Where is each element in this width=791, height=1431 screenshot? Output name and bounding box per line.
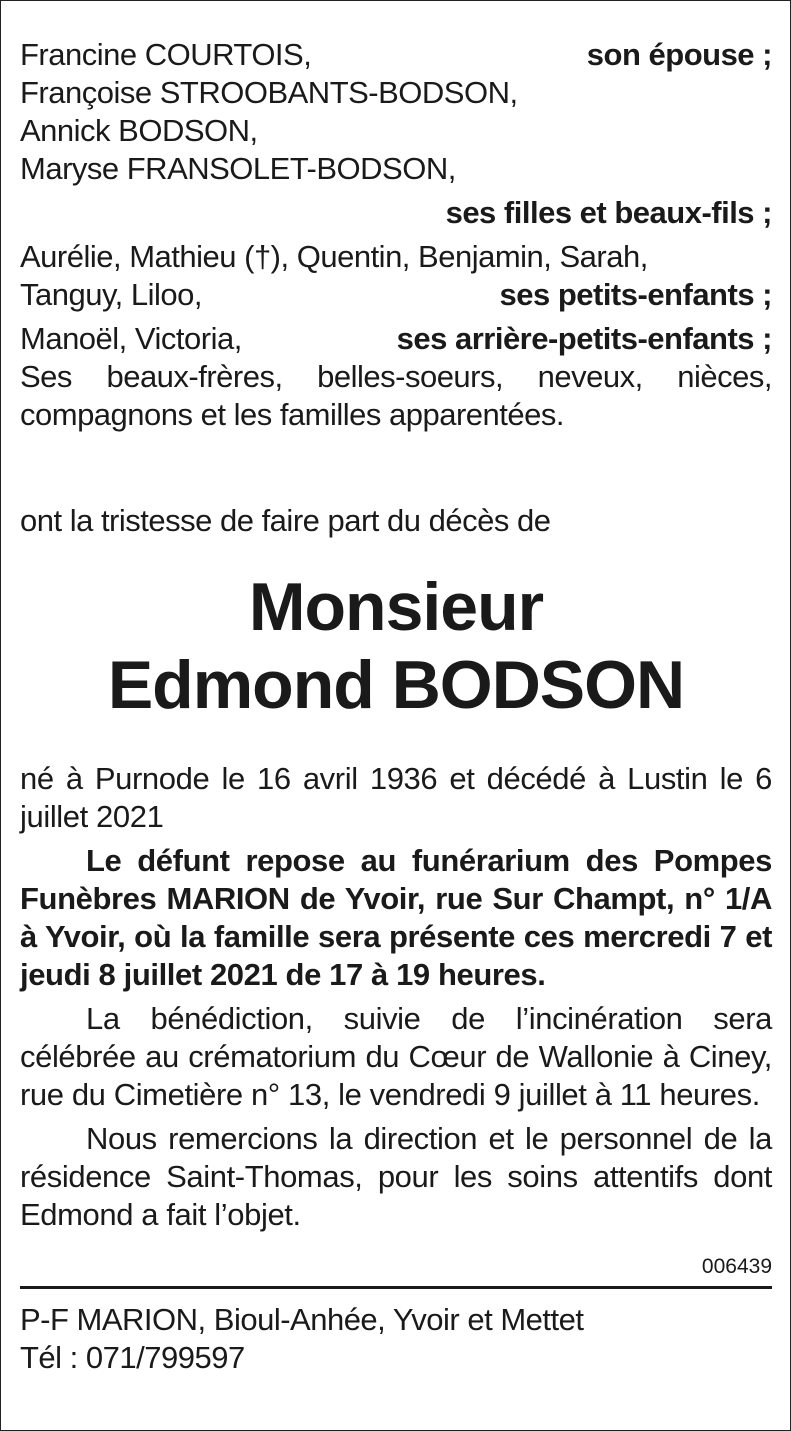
reference-number: 006439 bbox=[701, 1255, 772, 1278]
thanks-text: Nous remercions la direction et le personnel de la résidence Saint-Thomas, pour les soins attentifs dont Edmond a fait l’objet. bbox=[20, 1121, 772, 1232]
daughters-role: ses filles et beaux-fils ; bbox=[445, 195, 772, 230]
grandchildren-line-1: Aurélie, Mathieu (†), Quentin, Benjamin, Sarah, bbox=[20, 239, 648, 274]
daughter-2: Annick BODSON, bbox=[20, 113, 258, 148]
footer-divider bbox=[20, 1286, 772, 1289]
grandchildren-line-2: Tanguy, Liloo, bbox=[20, 277, 202, 312]
obituary-content bbox=[20, 36, 772, 1377]
great-grandchildren-names: Manoël, Victoria, bbox=[20, 321, 242, 356]
daughter-1: Françoise STROOBANTS-BODSON, bbox=[20, 75, 518, 110]
funeral-home-name: P-F MARION, Bioul-Anhée, Yvoir et Mettet bbox=[20, 1302, 584, 1337]
deceased-title: Monsieur bbox=[248, 569, 544, 645]
funeral-home-phone: Tél : 071/799597 bbox=[20, 1340, 245, 1375]
wife-name: Francine COURTOIS, bbox=[20, 37, 312, 72]
wife-role: son épouse ; bbox=[586, 37, 772, 72]
great-grandchildren-row bbox=[20, 320, 772, 358]
birth-death-text: né à Purnode le 16 avril 1936 et décédé à Lustin le 6 juillet 2021 bbox=[20, 761, 772, 834]
great-grandchildren-role: ses arrière-petits-enfants ; bbox=[396, 321, 772, 356]
funerarium-text: Le défunt repose au funérarium des Pompes Funèbres MARION de Yvoir, rue Sur Champt, n° 1/A à Yvoir, où la famille sera présente ces mercredi 7 et jeudi 8 juillet 2021 de 17 à 19 heures. bbox=[20, 843, 772, 992]
relatives-line-1: Ses beaux-frères, belles-soeurs, neveux, nièces, bbox=[20, 359, 772, 394]
relatives-line-2: compagnons et les familles apparentées. bbox=[20, 397, 564, 432]
grandchildren-role: ses petits-enfants ; bbox=[499, 277, 772, 312]
wife-row bbox=[20, 36, 772, 74]
daughter-3: Maryse FRANSOLET-BODSON, bbox=[20, 151, 456, 186]
blessing-text: La bénédiction, suivie de l’incinération sera célébrée au crématorium du Cœur de Wallonie à Ciney, rue du Cimetière n° 13, le vendredi 9 juillet à 11 heures. bbox=[20, 1001, 772, 1112]
grandchildren-row bbox=[20, 276, 772, 314]
deceased-name: Edmond BODSON bbox=[107, 647, 685, 723]
announcement-text: ont la tristesse de faire part du décès de bbox=[20, 503, 551, 538]
